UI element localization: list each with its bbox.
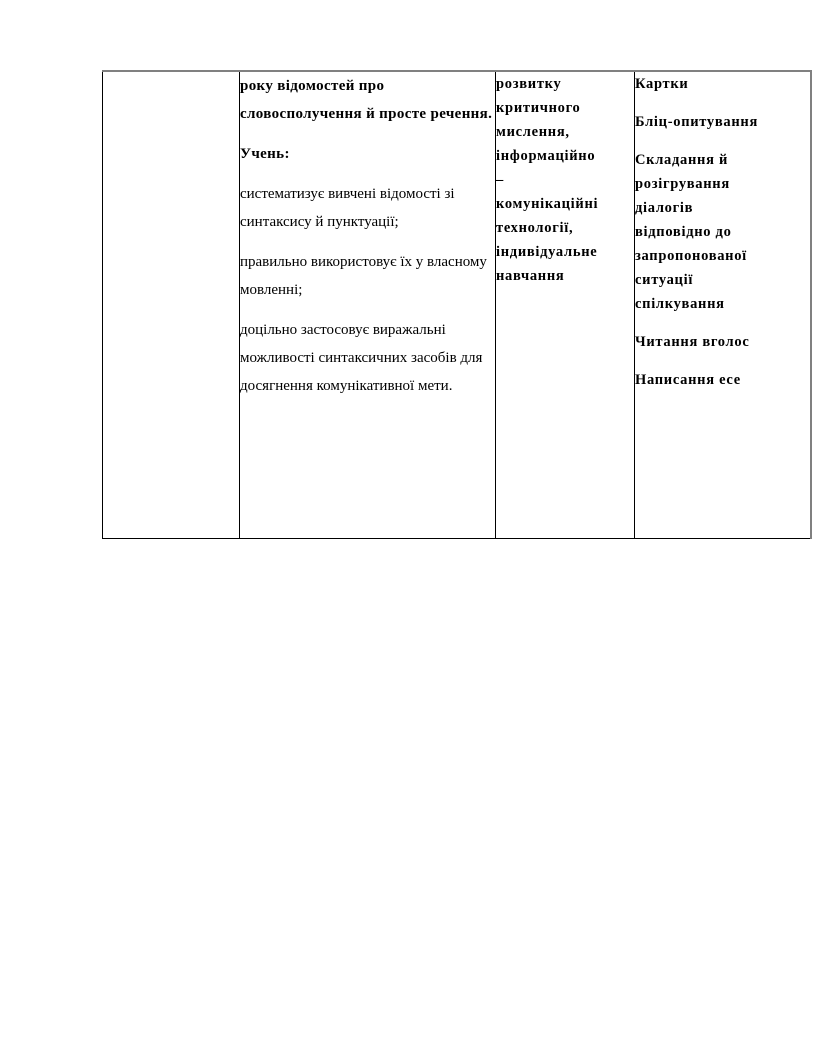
paragraph-dash: – <box>496 172 504 188</box>
paragraph: запропонованої <box>635 248 747 264</box>
paragraph-heading: Учень: <box>240 146 290 162</box>
paragraph: Картки <box>635 76 689 92</box>
paragraph: Читання вголос <box>635 334 750 350</box>
table-cell-technologies <box>496 71 635 539</box>
paragraph: Бліц-опитування <box>635 114 759 130</box>
empty-cell-placeholder <box>103 72 239 73</box>
table-body <box>103 71 812 539</box>
paragraph: розігрування <box>635 176 730 192</box>
paragraph: спілкування <box>635 296 725 312</box>
paragraph: доцільно застосовує виражальні можливості синтаксичних засобів для досягнення комунікативної мети. <box>240 322 483 394</box>
paragraph: року відомостей про словосполучення й просте речення. <box>240 78 493 122</box>
paragraph: систематизує вивчені відомості зі синтаксису й пунктуації; <box>240 186 455 230</box>
table-cell-empty <box>103 71 240 539</box>
table-row <box>103 71 812 539</box>
table-cell-assessment-methods <box>635 71 812 539</box>
paragraph: мислення, <box>496 124 570 140</box>
curriculum-table <box>102 70 812 539</box>
paragraph: ситуації <box>635 272 694 288</box>
paragraph: комунікаційні <box>496 196 599 212</box>
paragraph: індивідуальне <box>496 244 598 260</box>
paragraph: критичного <box>496 100 581 116</box>
paragraph: навчання <box>496 268 565 284</box>
paragraph: правильно використовує їх у власному мовленні; <box>240 254 487 298</box>
paragraph: діалогів <box>635 200 694 216</box>
table-cell-student-outcomes <box>240 71 496 539</box>
paragraph: технології, <box>496 220 574 236</box>
paragraph: інформаційно <box>496 148 596 164</box>
paragraph: відповідно до <box>635 224 732 240</box>
paragraph: Складання й <box>635 152 729 168</box>
paragraph: розвитку <box>496 76 562 92</box>
paragraph: Написання есе <box>635 372 741 388</box>
